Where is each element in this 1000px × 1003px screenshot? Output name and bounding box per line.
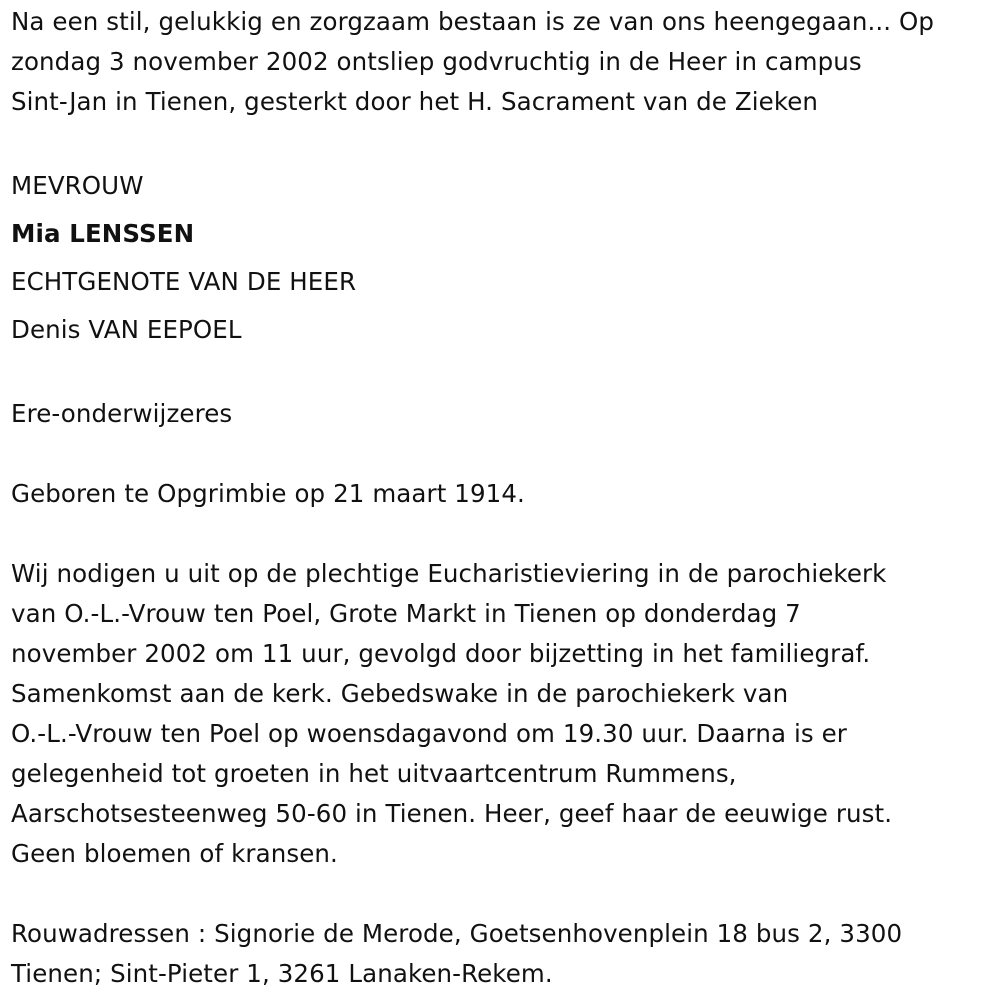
spacer xyxy=(11,354,992,394)
spacer xyxy=(11,874,992,914)
birth-info: Geboren te Opgrimbie op 21 maart 1914. xyxy=(11,479,525,508)
profession: Ere-onderwijzeres xyxy=(11,399,233,428)
deceased-name: Mia LENSSEN xyxy=(11,219,195,248)
spacer xyxy=(11,514,992,554)
intro-paragraph: Na een stil, gelukkig en zorgzaam bestaan is ze van ons heengegaan... Op zondag 3 november 2002 ontsliep godvruchtig in de Heer in campus Sint-Jan in Tienen, gesterkt door het H. Sacrament van de Zieken xyxy=(11,7,935,116)
spacer xyxy=(11,434,992,474)
condolence-addresses: Rouwadressen : Signorie de Merode, Goetsenhovenplein 18 bus 2, 3300 Tienen; Sint-Pieter 1, 3261 Lanaken-Rekem. xyxy=(11,919,903,988)
service-paragraph: Wij nodigen u uit op de plechtige Eucharistieviering in de parochiekerk van O.-L.-Vrouw ten Poel, Grote Markt in Tienen op donderdag 7 november 2002 om 11 uur, gevolgd door bijzetting in het familiegraf. Samenkomst aan de kerk. Gebedswake in de parochiekerk van O.-L.-Vrouw ten Poel op woensdagavond om 19.30 uur. Daarna is er gelegenheid tot groeten in het uitvaartcentrum Rummens, Aarschotsesteenweg 50-60 in Tienen. Heer, geef haar de eeuwige rust. Geen bloemen of kransen. xyxy=(11,559,893,868)
relation-label: ECHTGENOTE VAN DE HEER xyxy=(11,267,357,296)
honorific-title: MEVROUW xyxy=(11,171,144,200)
spacer xyxy=(11,122,992,162)
spouse-name: Denis VAN EEPOEL xyxy=(11,315,242,344)
